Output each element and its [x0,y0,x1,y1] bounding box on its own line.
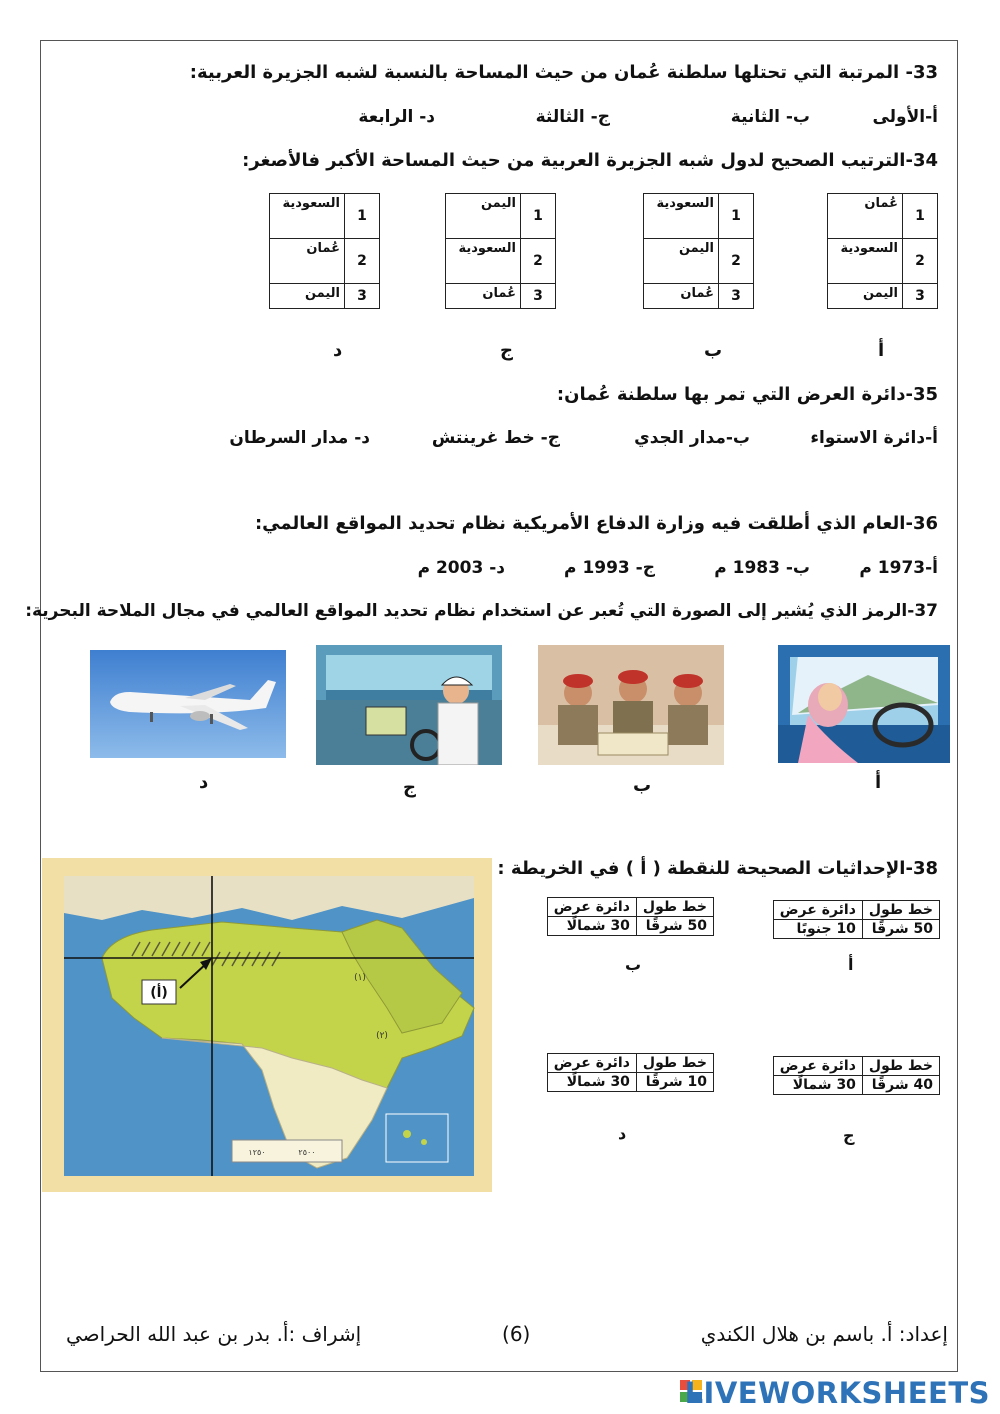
rank-country: اليمن [446,194,521,239]
q34-label-c[interactable]: ج [500,340,513,361]
value-lat: 30 شمالًا [773,1076,862,1095]
rank-number: 3 [345,284,380,309]
q34-label-b[interactable]: ب [704,340,723,361]
value-lat: 30 شمالًا [547,917,636,936]
header-lat: دائرة عرض [773,1057,862,1076]
value-long: 40 شرقًا [862,1076,939,1095]
photo-driver[interactable] [778,645,950,763]
q37-label-b[interactable]: ب [633,775,652,796]
rank-country: عُمان [828,194,903,239]
footer-page-number: (6) [502,1322,531,1346]
value-long: 50 شرقًا [636,917,713,936]
q37-question: 37-الرمز الذي يُشير إلى الصورة التي تُعبر عن استخدام نظام تحديد المواقع العالمي في مجال الملاحة البحرية: [25,601,938,621]
q35-option-d[interactable]: د- مدار السرطان [229,428,370,448]
q35-option-c[interactable]: ج- خط غرينتش [431,428,560,448]
header-long: خط طول [862,901,939,920]
q33-option-b[interactable]: ب- الثانية [730,107,810,127]
map-region-label: (١) [354,973,366,983]
airplane-illustration [90,650,286,758]
q37-label-d[interactable]: د [199,772,209,793]
rank-country: اليمن [828,284,903,309]
rank-country: السعودية [446,239,521,284]
q36-option-a[interactable]: أ-1973 م [859,558,938,578]
rank-number: 2 [345,239,380,284]
photo-sailor[interactable] [316,645,502,765]
q34-table-d [269,193,380,309]
header-long: خط طول [862,1057,939,1076]
rank-number: 1 [903,194,938,239]
value-long: 50 شرقًا [862,920,939,939]
header-lat: دائرة عرض [773,901,862,920]
q36-question: 36-العام الذي أطلقت فيه وزارة الدفاع الأمريكية نظام تحديد المواقع العالمي: [254,513,938,534]
q38-table-d [547,1053,714,1092]
sailor-illustration [316,645,502,765]
rank-country: اليمن [270,284,345,309]
rank-number: 1 [345,194,380,239]
q33-question: 33- المرتبة التي تحتلها سلطنة عُمان من حيث المساحة بالنسبة لشبه الجزيرة العربية: [189,62,938,83]
q38-label-c[interactable]: ج [843,1126,855,1145]
footer-supervised-by: إشراف :أ. بدر بن عبد الله الحراصي [66,1322,362,1346]
q34-label-d[interactable]: د [333,340,343,361]
q38-table-c [773,1056,940,1095]
map-scale-label: ١٢٥٠ [248,1148,266,1157]
q38-question: 38-الإحداثيات الصحيحة للنقطة ( أ ) في الخريطة : [497,858,938,879]
map-point-label: (أ) [150,985,168,1001]
rank-number: 2 [903,239,938,284]
value-lat: 30 شمالًا [547,1073,636,1092]
map-scale-label: ٢٥٠٠ [298,1148,316,1157]
rank-number: 2 [521,239,556,284]
q38-label-a[interactable]: أ [848,955,854,974]
rank-country: اليمن [644,239,719,284]
photo-soldiers[interactable] [538,645,724,765]
q33-option-c[interactable]: ج- الثالثة [535,107,610,127]
rank-number: 3 [521,284,556,309]
q34-label-a[interactable]: أ [878,340,885,361]
q38-label-b[interactable]: ب [625,955,642,974]
q34-question: 34-الترتيب الصحيح لدول شبه الجزيرة العربية من حيث المساحة الأكبر فالأصغر: [242,150,938,171]
q38-table-a [773,900,940,939]
header-long: خط طول [636,1054,713,1073]
value-lat: 10 جنوبًا [773,920,862,939]
q33-option-a[interactable]: أ-الأولى [872,107,938,127]
rank-number: 3 [903,284,938,309]
rank-country: عُمان [644,284,719,309]
q36-option-c[interactable]: ج- 1993 م [564,558,655,578]
header-lat: دائرة عرض [547,898,636,917]
rank-number: 1 [521,194,556,239]
q36-option-d[interactable]: د- 2003 م [417,558,505,578]
footer-prepared-by: إعداد: أ. باسم بن هلال الكندي [700,1322,948,1346]
rank-country: عُمان [270,239,345,284]
rank-country: السعودية [828,239,903,284]
africa-map-illustration [42,858,492,1192]
photo-airplane[interactable] [90,650,286,758]
header-lat: دائرة عرض [547,1054,636,1073]
value-long: 10 شرقًا [636,1073,713,1092]
driver-illustration [778,645,950,763]
q34-table-c [445,193,556,309]
header-long: خط طول [636,898,713,917]
q34-table-b [643,193,754,309]
rank-number: 1 [719,194,754,239]
q37-label-a[interactable]: أ [875,772,882,793]
rank-country: عُمان [446,284,521,309]
soldiers-illustration [538,645,724,765]
q33-option-d[interactable]: د- الرابعة [358,107,435,127]
africa-map [42,858,492,1192]
q36-option-b[interactable]: ب- 1983 م [714,558,810,578]
q38-table-b [547,897,714,936]
q35-option-a[interactable]: أ-دائرة الاستواء [810,428,938,448]
q38-label-d[interactable]: د [618,1124,627,1143]
q37-label-c[interactable]: ج [403,777,416,798]
q35-option-b[interactable]: ب-مدار الجدي [634,428,750,448]
map-region-label: (٢) [376,1031,388,1041]
rank-country: السعودية [644,194,719,239]
q34-table-a [827,193,938,309]
rank-number: 3 [719,284,754,309]
rank-country: السعودية [270,194,345,239]
q35-question: 35-دائرة العرض التي تمر بها سلطنة عُمان: [556,384,938,405]
liveworksheets-brand[interactable]: LIVEWORKSHEETS [684,1376,990,1410]
rank-number: 2 [719,239,754,284]
